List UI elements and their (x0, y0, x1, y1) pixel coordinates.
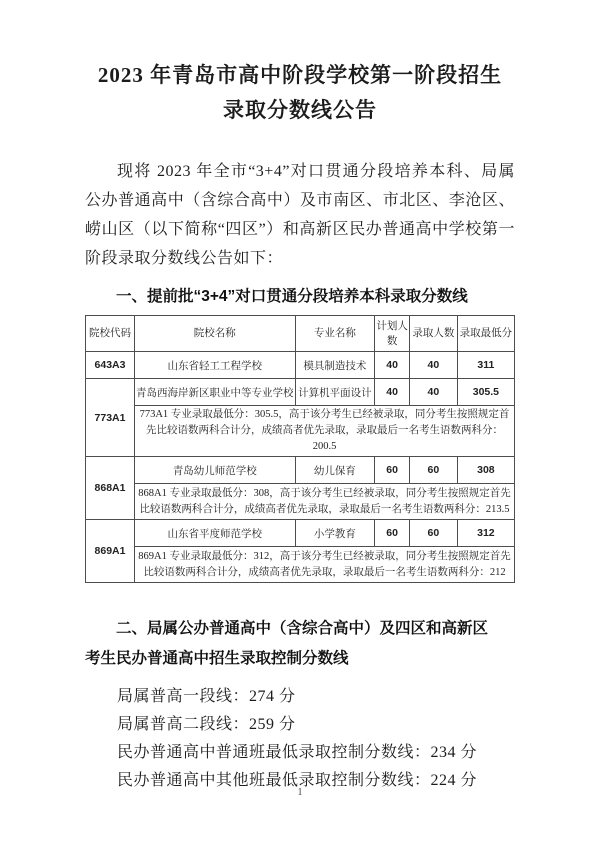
min-score: 305.5 (457, 379, 514, 406)
page-title-line-1: 2023 年青岛市高中阶段学校第一阶段招生 (97, 63, 503, 87)
page-number: 1 (297, 787, 303, 798)
admitted-count: 40 (409, 352, 457, 379)
header-min-score: 录取最低分 (457, 316, 514, 352)
score-line: 民办普通高中普通班最低录取控制分数线：234 分 (117, 744, 478, 761)
admission-note: 868A1 专业录取最低分：308，高于该分考生已经被录取，同分考生按照规定首先比较语数两科合计分，成绩高者优先录取，录取最后一名考生语数两科分：213.5 (135, 484, 515, 520)
section1-heading: 一、提前批“3+4”对口贯通分段培养本科录取分数线 (116, 288, 468, 305)
admitted-count: 60 (409, 520, 457, 547)
section2-heading-line-2: 考生民办普通高中招生录取控制分数线 (85, 650, 349, 667)
table-row (86, 520, 515, 547)
page-title-line-2: 录取分数线公告 (223, 98, 377, 122)
score-line: 局属普高一段线：274 分 (117, 688, 296, 705)
control-score-lines (85, 683, 515, 795)
min-score: 312 (457, 520, 514, 547)
major-name: 计算机平面设计 (295, 379, 375, 406)
table-row (86, 352, 515, 379)
major-name: 幼儿保育 (295, 457, 375, 484)
page-title (85, 58, 515, 128)
header-school-name: 院校名称 (135, 316, 296, 352)
header-plan-count: 计划人数 (375, 316, 410, 352)
school-code: 643A3 (86, 352, 135, 379)
admission-score-table (85, 315, 515, 583)
note-row (86, 547, 515, 583)
table-row (86, 379, 515, 406)
min-score: 311 (457, 352, 514, 379)
plan-count: 60 (375, 457, 410, 484)
admission-note: 773A1 专业录取最低分：305.5，高于该分考生已经被录取，同分考生按照规定首先比较语数两科合计分，成绩高者优先录取，录取最后一名考生语数两科分：200.5 (135, 406, 515, 457)
admitted-count: 60 (409, 457, 457, 484)
note-row (86, 406, 515, 457)
major-name: 模具制造技术 (295, 352, 375, 379)
school-code: 869A1 (86, 520, 135, 583)
table-header-row (86, 316, 515, 352)
score-line: 局属普高二段线：259 分 (117, 716, 296, 733)
header-major-name: 专业名称 (295, 316, 375, 352)
header-admitted-count: 录取人数 (409, 316, 457, 352)
section2-heading (85, 614, 515, 674)
intro-paragraph: 现将 2023 年全市“3+4”对口贯通分段培养本科、局属公办普通高中（含综合高中）及市南区、市北区、李沧区、崂山区（以下简称“四区”）和高新区民办普通高中学校第一阶段录取分数线公告如下： (85, 163, 515, 267)
min-score: 308 (457, 457, 514, 484)
school-name: 青岛西海岸新区职业中等专业学校 (135, 379, 296, 406)
plan-count: 60 (375, 520, 410, 547)
note-row (86, 484, 515, 520)
document-page (85, 0, 515, 795)
major-name: 小学教育 (295, 520, 375, 547)
table-row (86, 457, 515, 484)
score-line: 民办普通高中其他班最低录取控制分数线：224 分 (117, 772, 478, 789)
admission-note: 869A1 专业录取最低分：312，高于该分考生已经被录取，同分考生按照规定首先比较语数两科合计分，成绩高者优先录取，录取最后一名考生语数两科分：212 (135, 547, 515, 583)
school-code: 868A1 (86, 457, 135, 520)
admitted-count: 40 (409, 379, 457, 406)
section2-heading-line-1: 二、局属公办普通高中（含综合高中）及四区和高新区 (116, 620, 489, 637)
plan-count: 40 (375, 379, 410, 406)
school-name: 山东省平度师范学校 (135, 520, 296, 547)
school-name: 山东省轻工工程学校 (135, 352, 296, 379)
school-name: 青岛幼儿师范学校 (135, 457, 296, 484)
header-school-code: 院校代码 (86, 316, 135, 352)
plan-count: 40 (375, 352, 410, 379)
school-code: 773A1 (86, 379, 135, 457)
